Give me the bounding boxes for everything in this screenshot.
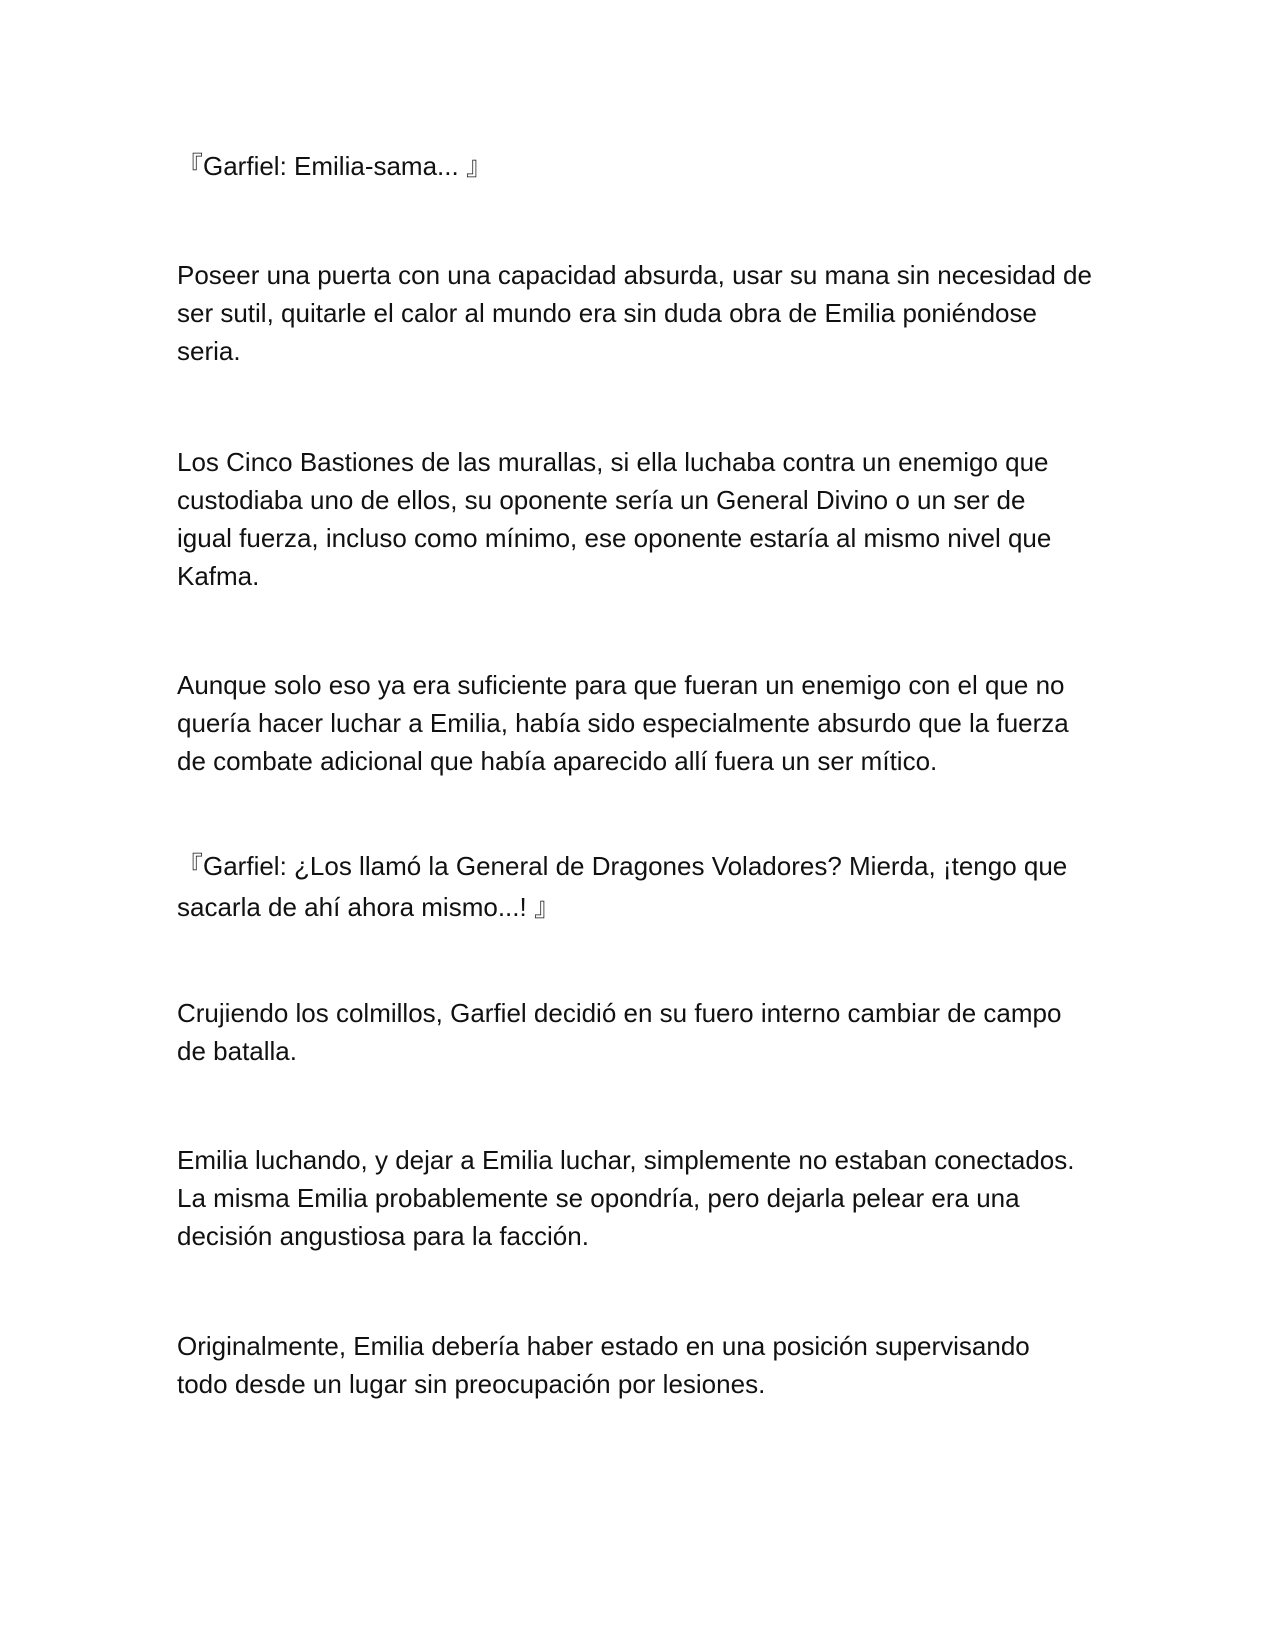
narration-paragraph: Originalmente, Emilia debería haber estado en una posición supervisando todo desde un lugar sin preocupación por lesiones. — [177, 1331, 1030, 1399]
narration-paragraph: Crujiendo los colmillos, Garfiel decidió en su fuero interno cambiar de campo de batalla. — [177, 998, 1062, 1066]
dialogue-paragraph: 『Garfiel: ¿Los llamó la General de Dragones Voladores? Mierda, ¡tengo que sacarla de ahí ahora mismo...! 』 — [177, 851, 1068, 922]
narration-paragraph: Poseer una puerta con una capacidad absurda, usar su mana sin necesidad de ser sutil, quitarle el calor al mundo era sin duda obra de Emilia poniéndose seria. — [177, 260, 1092, 366]
narration-paragraph: Emilia luchando, y dejar a Emilia luchar, simplemente no estaban conectados. La misma Emilia probablemente se opondría, pero dejarla pelear era una decisión angustiosa para la facción. — [177, 1145, 1075, 1251]
narration-paragraph: Aunque solo eso ya era suficiente para que fueran un enemigo con el que no quería hacer luchar a Emilia, había sido especialmente absurdo que la fuerza de combate adicional que había aparecido allí fuera un ser mítico. — [177, 670, 1069, 776]
narration-paragraph: Los Cinco Bastiones de las murallas, si ella luchaba contra un enemigo que custodiaba uno de ellos, su oponente sería un General Divino o un ser de igual fuerza, incluso como mínimo, ese oponente estaría al mismo nivel que Kafma. — [177, 447, 1052, 591]
dialogue-paragraph: 『Garfiel: Emilia-sama... 』 — [177, 151, 492, 181]
